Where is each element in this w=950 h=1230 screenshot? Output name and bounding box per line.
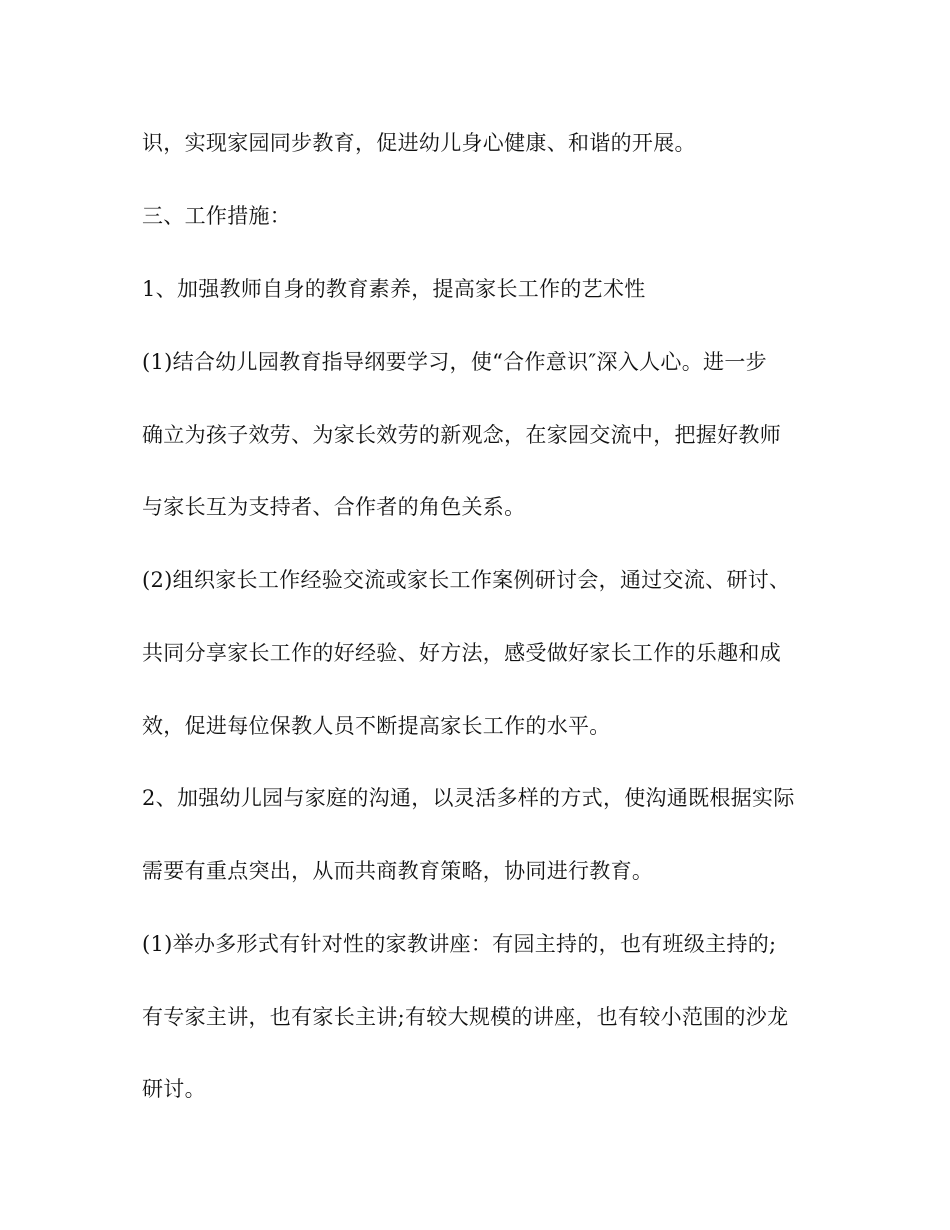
text-line: 效，促进每位保教人员不断提高家长工作的水平。 bbox=[142, 714, 611, 738]
text-line: 识，实现家园同步教育，促进幼儿身心健康、和谐的开展。 bbox=[142, 131, 696, 155]
text-line: (1)结合幼儿园教育指导纲要学习，使“合作意识″深入人心。进一步 bbox=[142, 350, 767, 374]
text-line: 需要有重点突出，从而共商教育策略，协同进行教育。 bbox=[142, 859, 654, 883]
text-line: 研讨。 bbox=[142, 1077, 206, 1101]
subsection-heading: 2、加强幼儿园与家庭的沟通，以灵活多样的方式，使沟通既根据实际 bbox=[142, 786, 795, 810]
subsection-heading: 1、加强教师自身的教育素养，提高家长工作的艺术性 bbox=[142, 277, 646, 301]
section-heading: 三、工作措施： bbox=[142, 204, 292, 228]
text-line: 有专家主讲，也有家长主讲;有较大规模的讲座，也有较小范围的沙龙 bbox=[142, 1005, 789, 1029]
text-line: 确立为孩子效劳、为家长效劳的新观念，在家园交流中，把握好教师 bbox=[142, 423, 781, 447]
text-line: (1)举办多形式有针对性的家教讲座：有园主持的，也有班级主持的; bbox=[142, 932, 777, 956]
text-line: 与家长互为支持者、合作者的角色关系。 bbox=[142, 495, 526, 519]
text-line: 共同分享家长工作的好经验、好方法，感受做好家长工作的乐趣和成 bbox=[142, 641, 781, 665]
text-line: (2)组织家长工作经验交流或家长工作案例研讨会，通过交流、研讨、 bbox=[142, 568, 791, 592]
